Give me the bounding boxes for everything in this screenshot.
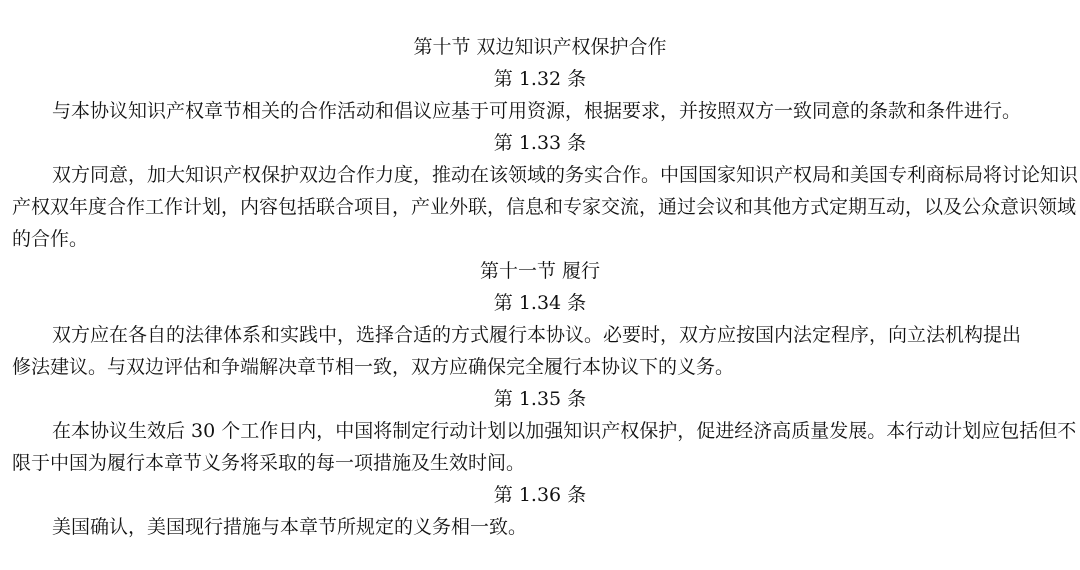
article-1-35-line-1: 在本协议生效后 30 个工作日内，中国将制定行动计划以加强知识产权保护，促进经济高质量发展。本行动计划应包括但不 [52, 420, 1077, 442]
article-1-33-heading: 第 1.33 条 [493, 132, 587, 154]
article-1-32-line-1: 与本协议知识产权章节相关的合作活动和倡议应基于可用资源，根据要求，并按照双方一致同意的条款和条件进行。 [52, 100, 1022, 122]
article-1-36-heading: 第 1.36 条 [493, 484, 587, 506]
article-1-33-line-3: 的合作。 [12, 228, 89, 250]
article-1-36-line-1: 美国确认，美国现行措施与本章节所规定的义务相一致。 [52, 516, 528, 538]
section-10-title: 第十节 双边知识产权保护合作 [413, 36, 667, 58]
article-1-32-heading: 第 1.32 条 [493, 68, 587, 90]
article-1-33-line-1: 双方同意，加大知识产权保护双边合作力度，推动在该领域的务实合作。中国国家知识产权局和美国专利商标局将讨论知识 [52, 164, 1079, 186]
article-1-33-line-2: 产权双年度合作工作计划，内容包括联合项目，产业外联，信息和专家交流，通过会议和其他方式定期互动，以及公众意识领域 [12, 196, 1077, 218]
article-1-34-line-1: 双方应在各自的法律体系和实践中，选择合适的方式履行本协议。必要时，双方应按国内法定程序，向立法机构提出 [52, 324, 1022, 346]
section-11-title: 第十一节 履行 [479, 260, 601, 282]
article-1-34-heading: 第 1.34 条 [493, 292, 587, 314]
article-1-34-line-2: 修法建议。与双边评估和争端解决章节相一致，双方应确保完全履行本协议下的义务。 [12, 356, 735, 378]
article-1-35-heading: 第 1.35 条 [493, 388, 587, 410]
article-1-35-line-2: 限于中国为履行本章节义务将采取的每一项措施及生效时间。 [12, 452, 526, 474]
